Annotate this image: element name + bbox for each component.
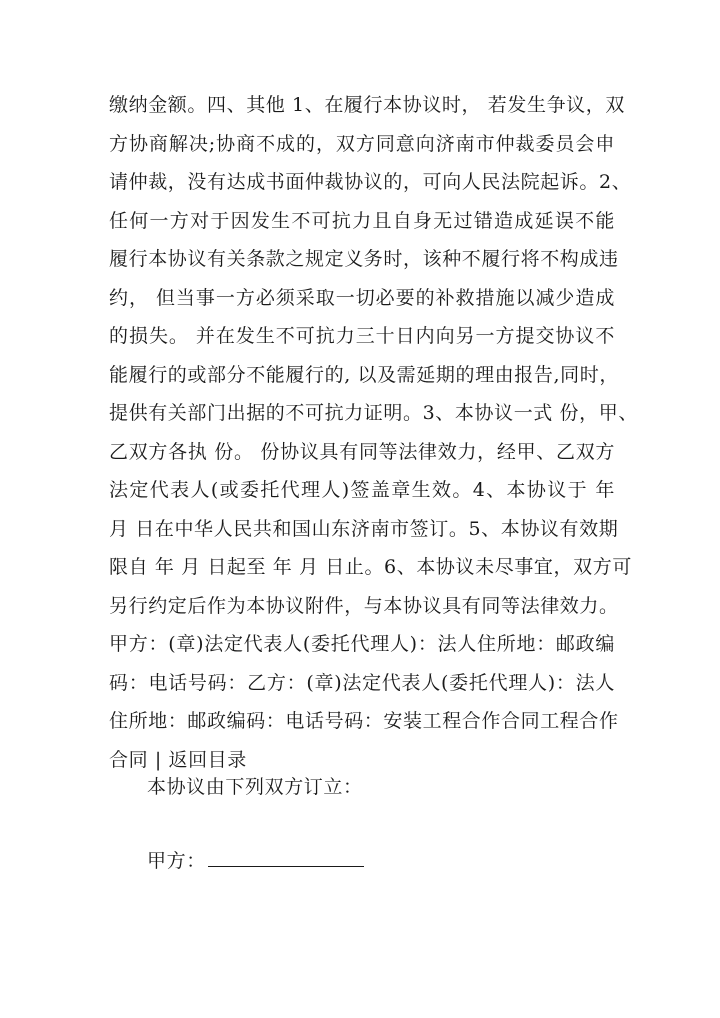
text-line: 提供有关部门出据的不可抗力证明。3、本协议一式 份，甲、	[109, 402, 638, 424]
agreement-intro: 本协议由下列双方订立：	[147, 776, 363, 798]
text-line: 请仲裁，没有达成书面仲裁协议的，可向人民法院起诉。2、	[109, 171, 632, 193]
party-a-signature	[147, 846, 364, 876]
party-a-label: 甲方：	[147, 850, 206, 872]
text-line: 限自 年 月 日起至 年 月 日止。6、本协议未尽事宜，双方可	[109, 556, 632, 578]
party-a-blank-line	[208, 846, 364, 867]
text-line: 住所地：邮政编码：电话号码：安装工程合作合同工程合作	[109, 710, 619, 732]
text-line: 码：电话号码：乙方：(章)法定代表人(委托代理人)：法人	[109, 671, 615, 694]
text-line: 法定代表人(或委托代理人)签盖章生效。4、本协议于 年	[109, 479, 615, 501]
text-line: 缴纳金额。四、其他 1、在履行本协议时， 若发生争议，双	[109, 94, 625, 116]
document-body	[109, 86, 638, 779]
text-line: 乙双方各执 份。 份协议具有同等法律效力，经甲、乙双方	[109, 440, 615, 463]
text-line: 能履行的或部分不能履行的, 以及需延期的理由报告,同时，	[109, 363, 619, 386]
text-line: 履行本协议有关条款之规定义务时，该种不履行将不构成违	[109, 248, 619, 270]
text-line: 方协商解决;协商不成的，双方同意向济南市仲裁委员会申	[109, 132, 615, 155]
text-line: 甲方：(章)法定代表人(委托代理人)：法人住所地：邮政编	[109, 633, 615, 655]
text-line: 约， 但当事一方必须采取一切必要的补救措施以减少造成	[109, 286, 615, 309]
text-line: 的损失。 并在发生不可抗力三十日内向另一方提交协议不	[109, 325, 615, 347]
return-toc-line[interactable]: 合同 | 返回目录	[109, 748, 247, 771]
text-line: 任何一方对于因发生不可抗力且自身无过错造成延误不能	[109, 209, 615, 232]
text-line: 月 日在中华人民共和国山东济南市签订。5、本协议有效期	[109, 517, 619, 540]
text-line: 另行约定后作为本协议附件，与本协议具有同等法律效力。	[109, 594, 619, 617]
